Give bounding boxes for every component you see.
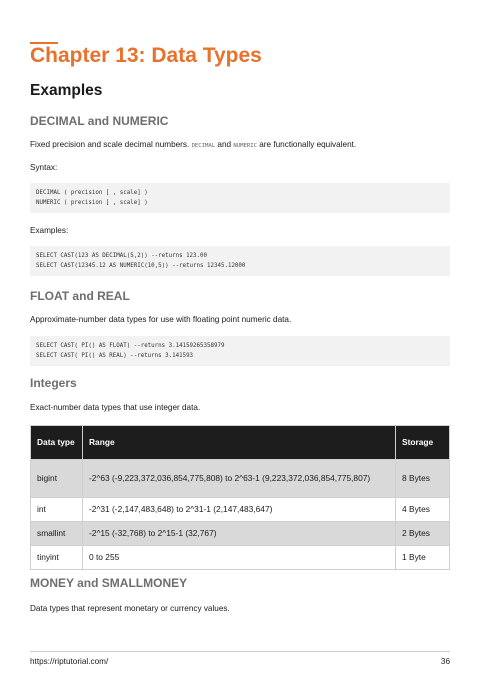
- decimal-desc-and: and: [217, 140, 232, 149]
- float-description: Approximate-number data types for use with floating point numeric data.: [30, 315, 292, 324]
- money-heading: MONEY and SMALLMONEY: [30, 576, 188, 590]
- header-range: Range: [83, 426, 396, 460]
- examples-label: Examples:: [30, 226, 69, 235]
- chapter-title: Chapter 13: Data Types: [30, 44, 262, 67]
- footer-url-link[interactable]: https://riptutorial.com/: [30, 657, 109, 666]
- footer-divider: [30, 651, 450, 652]
- table-row: [31, 522, 450, 546]
- cell-type: bigint: [31, 460, 83, 498]
- cell-range: -2^63 (-9,223,372,036,854,775,808) to 2^63-1 (9,223,372,036,854,775,807): [83, 460, 396, 498]
- code-line: NUMERIC ( precision [ , scale] ): [36, 199, 148, 206]
- table-header-row: [31, 426, 450, 460]
- decimal-code-inline: DECIMAL: [191, 143, 216, 149]
- syntax-code-block: [30, 183, 450, 213]
- decimal-description: [30, 140, 356, 149]
- syntax-label: Syntax:: [30, 163, 58, 172]
- code-line: SELECT CAST(123 AS DECIMAL(5,2)) --returns 123.00: [36, 253, 208, 259]
- cell-type: tinyint: [31, 546, 83, 570]
- integer-types-table: [30, 425, 450, 570]
- code-line: SELECT CAST(12345.12 AS NUMERIC(10,5)) --returns 12345.12000: [36, 262, 246, 269]
- integers-heading: Integers: [30, 376, 77, 390]
- float-heading: FLOAT and REAL: [30, 289, 130, 303]
- cell-storage: 8 Bytes: [396, 460, 450, 498]
- cell-storage: 2 Bytes: [396, 522, 450, 546]
- code-line: DECIMAL ( precision [ , scale] ): [36, 190, 148, 196]
- decimal-examples-code-block: [30, 246, 450, 276]
- header-storage: Storage: [396, 426, 450, 460]
- table-row: [31, 498, 450, 522]
- header-data-type: Data type: [31, 426, 83, 460]
- numeric-code-inline: NUMERIC: [233, 143, 257, 149]
- decimal-desc-prefix: Fixed precision and scale decimal numbers.: [30, 140, 190, 149]
- cell-type: int: [31, 498, 83, 522]
- code-line: SELECT CAST( PI() AS REAL) --returns 3.141593: [36, 352, 194, 359]
- examples-heading: Examples: [30, 82, 103, 99]
- table-row: [31, 460, 450, 498]
- code-line: SELECT CAST( PI() AS FLOAT) --returns 3.14159265358979: [36, 343, 225, 349]
- page-number: 36: [440, 657, 450, 666]
- cell-range: 0 to 255: [83, 546, 396, 570]
- table-row: [31, 546, 450, 570]
- cell-range: -2^15 (-32,768) to 2^15-1 (32,767): [83, 522, 396, 546]
- cell-range: -2^31 (-2,147,483,648) to 2^31-1 (2,147,483,647): [83, 498, 396, 522]
- integers-description: Exact-number data types that use integer data.: [30, 403, 201, 412]
- cell-storage: 1 Byte: [396, 546, 450, 570]
- cell-type: smallint: [31, 522, 83, 546]
- decimal-desc-suffix: are functionally equivalent.: [259, 140, 357, 149]
- float-code-block: [30, 336, 450, 366]
- cell-storage: 4 Bytes: [396, 498, 450, 522]
- decimal-heading: DECIMAL and NUMERIC: [30, 114, 169, 128]
- money-description: Data types that represent monetary or currency values.: [30, 604, 230, 613]
